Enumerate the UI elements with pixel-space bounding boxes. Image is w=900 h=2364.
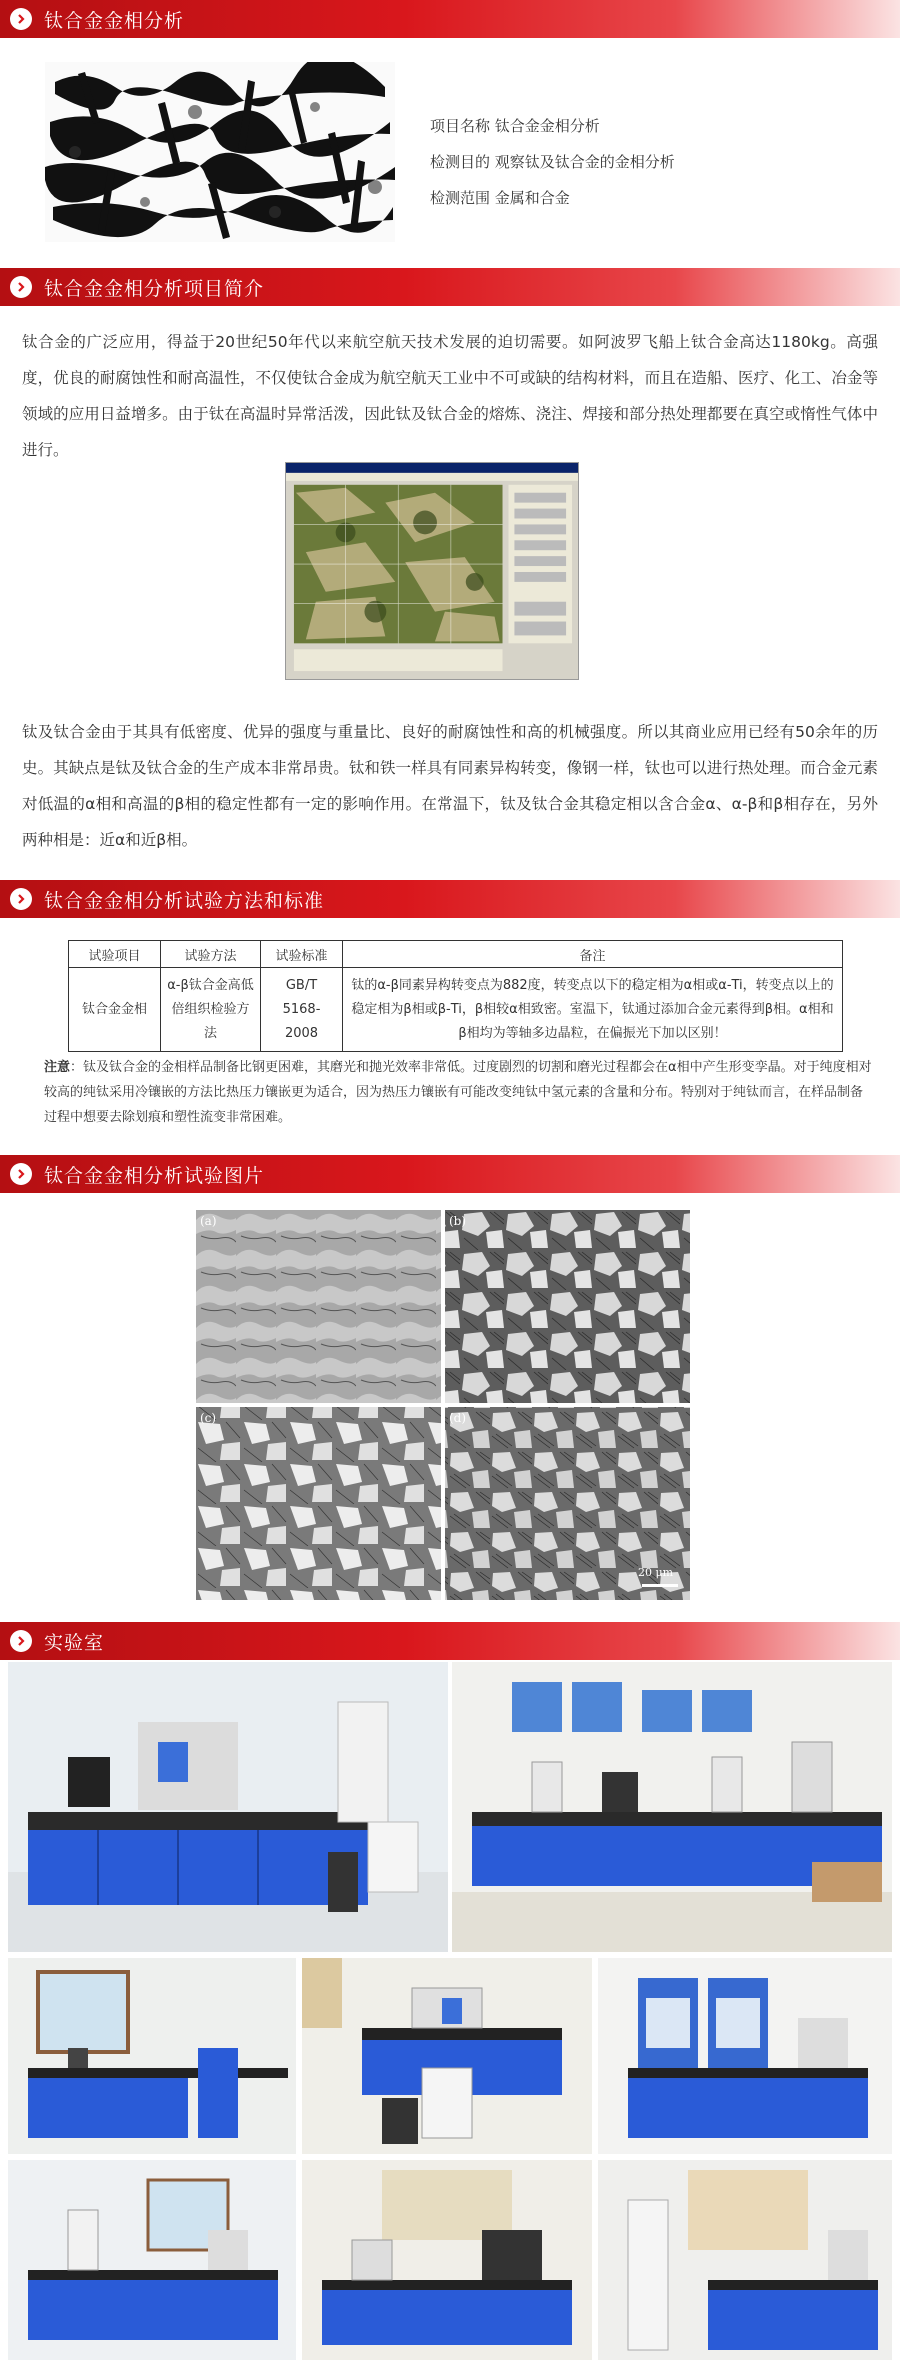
table-header: 试验项目 [69, 941, 161, 968]
microstructure-image [45, 62, 395, 242]
section-title: 钛合金金相分析 [44, 9, 185, 32]
test-standard-cell: GB/T 5168-2008 [261, 968, 343, 1052]
note-paragraph [44, 1055, 874, 1130]
section-title: 钛合金金相分析试验图片 [44, 1164, 265, 1187]
chevron-right-icon [10, 8, 32, 30]
chevron-right-icon [10, 888, 32, 910]
chevron-right-icon [10, 1630, 32, 1652]
table-header: 试验方法 [161, 941, 261, 968]
intro-paragraph-1: 钛合金的广泛应用，得益于20世纪50年代以来航空航天技术发展的迫切需要。如阿波罗飞船上钛合金高达1180kg。高强度，优良的耐腐蚀性和耐高温性，不仅使钛合金成为航空航天工业中不可或缺的结构材料，而且在造船、医疗、化工、冶金等领域的应用日益增多。由于钛在高温时异常活泼，因此钛及钛合金的熔炼、浇注、焊接和部分热处理都要在真空或惰性气体中进行。 [22, 333, 878, 459]
note-text: ：钛及钛合金的金相样品制备比钢更困难，其磨光和抛光效率非常低。过度剧烈的切割和磨光过程都会在α相中产生形变孪晶。对于纯度相对较高的纯钛采用冷镶嵌的方法比热压力镶嵌更为适合，因为热压力镶嵌有可能改变纯钛中氢元素的含量和分布。特别对于纯钛而言，在样品制备过程中想要去除划痕和塑性流变非常困难。 [44, 1060, 872, 1125]
micrograph-grid [196, 1210, 690, 1600]
section-header-test-images [0, 1155, 900, 1193]
section-header-methods [0, 880, 900, 918]
lab-photo-analyzer [302, 1958, 592, 2154]
lab-photo-room-c [598, 2160, 892, 2360]
section-title: 钛合金金相分析试验方法和标准 [44, 889, 325, 912]
lab-photo-spectrometer [8, 1662, 448, 1952]
project-purpose: 检测目的 观察钛及钛合金的金相分析 [430, 153, 675, 171]
lab-photo-hardness-testers [452, 1662, 892, 1952]
lab-photo-fume-hood [598, 1958, 892, 2154]
micrograph-label-b: (b) [449, 1214, 467, 1228]
project-name: 项目名称 钛合金金相分析 [430, 117, 600, 135]
section-header-intro [0, 268, 900, 306]
test-method-cell: α-β钛合金高低倍组织检验方法 [161, 968, 261, 1052]
scale-bar-label: 20 μm [638, 1566, 674, 1579]
section-title: 实验室 [44, 1631, 105, 1654]
note-label: 注意 [44, 1060, 71, 1075]
lab-photo-room-b [302, 2160, 592, 2360]
lab-photo-room-window [8, 1958, 296, 2154]
section-header-metallography [0, 0, 900, 38]
chevron-right-icon [10, 276, 32, 298]
table-row [69, 968, 843, 1052]
section-header-lab [0, 1622, 900, 1660]
test-item-cell: 钛合金金相 [69, 968, 161, 1052]
section-title: 钛合金金相分析项目简介 [44, 277, 265, 300]
standards-table [68, 940, 843, 1052]
lab-photo-room-a [8, 2160, 296, 2360]
micrograph-label-d: (d) [449, 1411, 467, 1425]
software-screenshot [285, 462, 579, 680]
micrograph-label-c: (c) [200, 1411, 217, 1425]
project-scope: 检测范围 金属和合金 [430, 189, 570, 207]
table-header: 试验标准 [261, 941, 343, 968]
micrograph-label-a: (a) [200, 1214, 217, 1228]
remark-cell: 钛的α-β同素异构转变点为882度，转变点以下的稳定相为α相或α-Ti，转变点以上的稳定相为β相或β-Ti，β相较α相致密。室温下，钛通过添加合金元素得到β相。α相和β相均为等轴多边晶粒，在偏振光下加以区别！ [343, 968, 843, 1052]
table-header: 备注 [343, 941, 843, 968]
chevron-right-icon [10, 1163, 32, 1185]
intro-paragraph-2: 钛及钛合金由于其具有低密度、优异的强度与重量比、良好的耐腐蚀性和高的机械强度。所以其商业应用已经有50余年的历史。其缺点是钛及钛合金的生产成本非常昂贵。钛和铁一样具有同素异构转变，像钢一样，钛也可以进行热处理。而合金元素对低温的α相和高温的β相的稳定性都有一定的影响作用。在常温下，钛及钛合金其稳定相以含合金α、α-β和β相存在，另外两种相是：近α和近β相。 [22, 723, 878, 849]
